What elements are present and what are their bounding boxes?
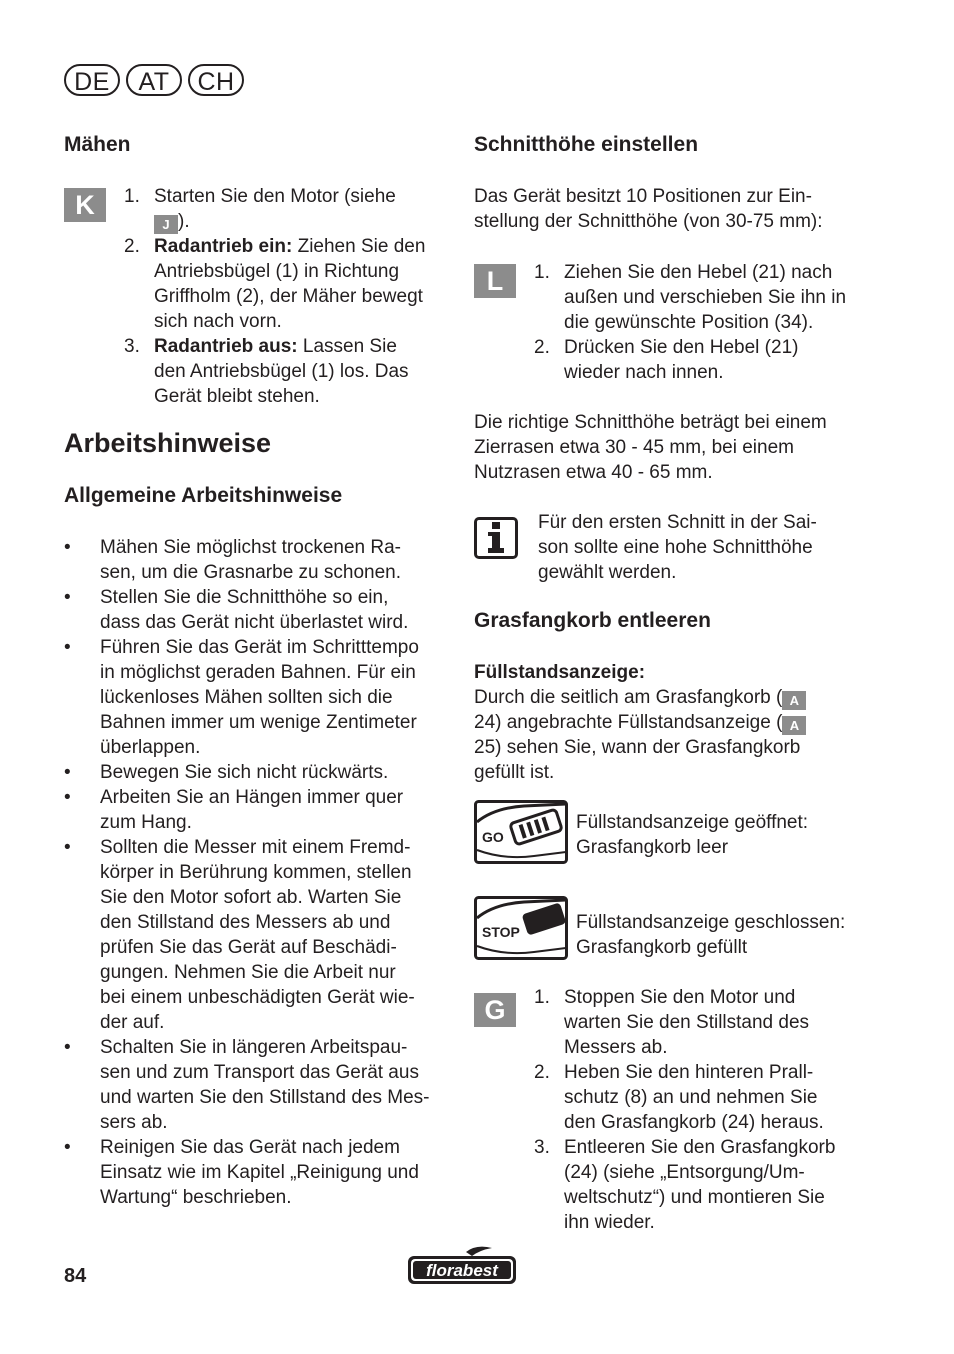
go-text: Füllstandsanzeige geöffnet: Grasfangkorb leer [576, 812, 809, 858]
schnitthoehe-intro: Das Gerät besitzt 10 Positionen zur Ein- stellung der Schnitthöhe (von 30-75 mm): [474, 186, 823, 232]
heading-grasfangkorb: Grasfangkorb entleeren [474, 609, 711, 632]
schnitthoehe-note: Die richtige Schnitthöhe beträgt bei einem Zierrasen etwa 30 - 45 mm, bei einem Nutzrasen etwa 40 - 65 mm. [474, 412, 827, 483]
country-tag-ch: CH [188, 64, 244, 96]
step-badge-g: G [474, 993, 516, 1027]
list-item: 1. Stoppen Sie den Motor und warten Sie den Stillstand des Messers ab. [534, 987, 810, 1058]
go-label: GO [482, 829, 504, 845]
stop-indicator-icon [474, 896, 568, 960]
list-item: • Bewegen Sie sich nicht rückwärts. [64, 760, 454, 785]
grasfang-steps [534, 985, 874, 1235]
list-item: • Mähen Sie möglichst trockenen Ra- sen, um die Grasnarbe zu schonen. [64, 535, 454, 585]
list-item: 3. Radantrieb aus: Lassen Sie den Antriebsbügel (1) los. Das Gerät bleibt stehen. [124, 336, 409, 407]
list-item: • Führen Sie das Gerät im Schritttempo in möglichst geraden Bahnen. Für ein lückenloses Mähen sollten sich die Bahnen immer um wenige Zentimeter überlappen. [64, 635, 454, 760]
step-badge-l: L [474, 264, 516, 298]
info-icon [474, 517, 518, 559]
country-tag-de: DE [64, 64, 120, 96]
list-item: • Sollten die Messer mit einem Fremd- körper in Berührung kommen, stellen Sie den Motor sofort ab. Warten Sie den Stillstand des Messers ab und prüfen Sie das Gerät auf Beschädi- gungen. Nehmen Sie die Arbeit nur bei einem unbeschädigten Gerät wie- der auf. [64, 835, 454, 1035]
heading-allgemeine-arbeitshinweise: Allgemeine Arbeitshinweise [64, 484, 343, 507]
logo-text: florabest [426, 1261, 498, 1280]
info-text: Für den ersten Schnitt in der Sai- son sollte eine hohe Schnitthöhe gewählt werden. [538, 512, 817, 583]
list-item: 1. Starten Sie den Motor (siehe J ). [124, 186, 396, 232]
page-number: 84 [64, 1265, 87, 1287]
go-indicator-icon [474, 800, 568, 864]
list-item: 1. Ziehen Sie den Hebel (21) nach außen und verschieben Sie ihn in die gewünschte Position (34). [534, 262, 847, 333]
list-item: 2. Heben Sie den hinteren Prall- schutz (8) an und nehmen Sie den Grasfangkorb (24) heraus. [534, 1062, 824, 1133]
list-item: 2. Radantrieb ein: Ziehen Sie den Antriebsbügel (1) in Richtung Griffholm (2), der Mäher bewegt sich nach vorn. [124, 236, 426, 332]
ref-badge-j: J [154, 215, 178, 234]
arbeitshinweise-list [64, 535, 454, 1210]
heading-schnitthoehe: Schnitthöhe einstellen [474, 133, 699, 156]
heading-arbeitshinweise: Arbeitshinweise [64, 428, 272, 458]
list-item: • Arbeiten Sie an Hängen immer quer zum Hang. [64, 785, 454, 835]
country-tag-at: AT [126, 64, 182, 96]
step-badge-k: K [64, 188, 106, 222]
maehen-steps [124, 184, 454, 409]
country-tags [64, 64, 244, 96]
stop-label: STOP [482, 924, 520, 940]
list-item: 3. Entleeren Sie den Grasfangkorb (24) (siehe „Entsorgung/Um- weltschutz“) und montieren Sie ihn wieder. [534, 1137, 836, 1233]
ref-badge-a: A [782, 691, 806, 710]
list-item: • Stellen Sie die Schnitthöhe so ein, dass das Gerät nicht überlastet wird. [64, 585, 454, 635]
florabest-logo [406, 1246, 518, 1286]
list-item: • Reinigen Sie das Gerät nach jedem Einsatz wie im Kapitel „Reinigung und Wartung“ beschrieben. [64, 1135, 454, 1210]
list-item: 2. Drücken Sie den Hebel (21) wieder nach innen. [534, 337, 799, 383]
list-item: • Schalten Sie in längeren Arbeitspau- sen und zum Transport das Gerät aus und warten Sie den Stillstand des Mes- sers ab. [64, 1035, 454, 1135]
heading-maehen: Mähen [64, 133, 131, 156]
fuellstand-text: Füllstandsanzeige: Durch die seitlich am Grasfangkorb ( A 24) angebrachte Füllstandsanzeige ( A 25) sehen Sie, wann der Grasfangkorb gefüllt ist. [474, 660, 874, 785]
ref-badge-a: A [782, 716, 806, 735]
info-i-glyph [485, 522, 507, 554]
schnitthoehe-steps [534, 260, 874, 385]
stop-text: Füllstandsanzeige geschlossen: Grasfangkorb gefüllt [576, 912, 846, 958]
